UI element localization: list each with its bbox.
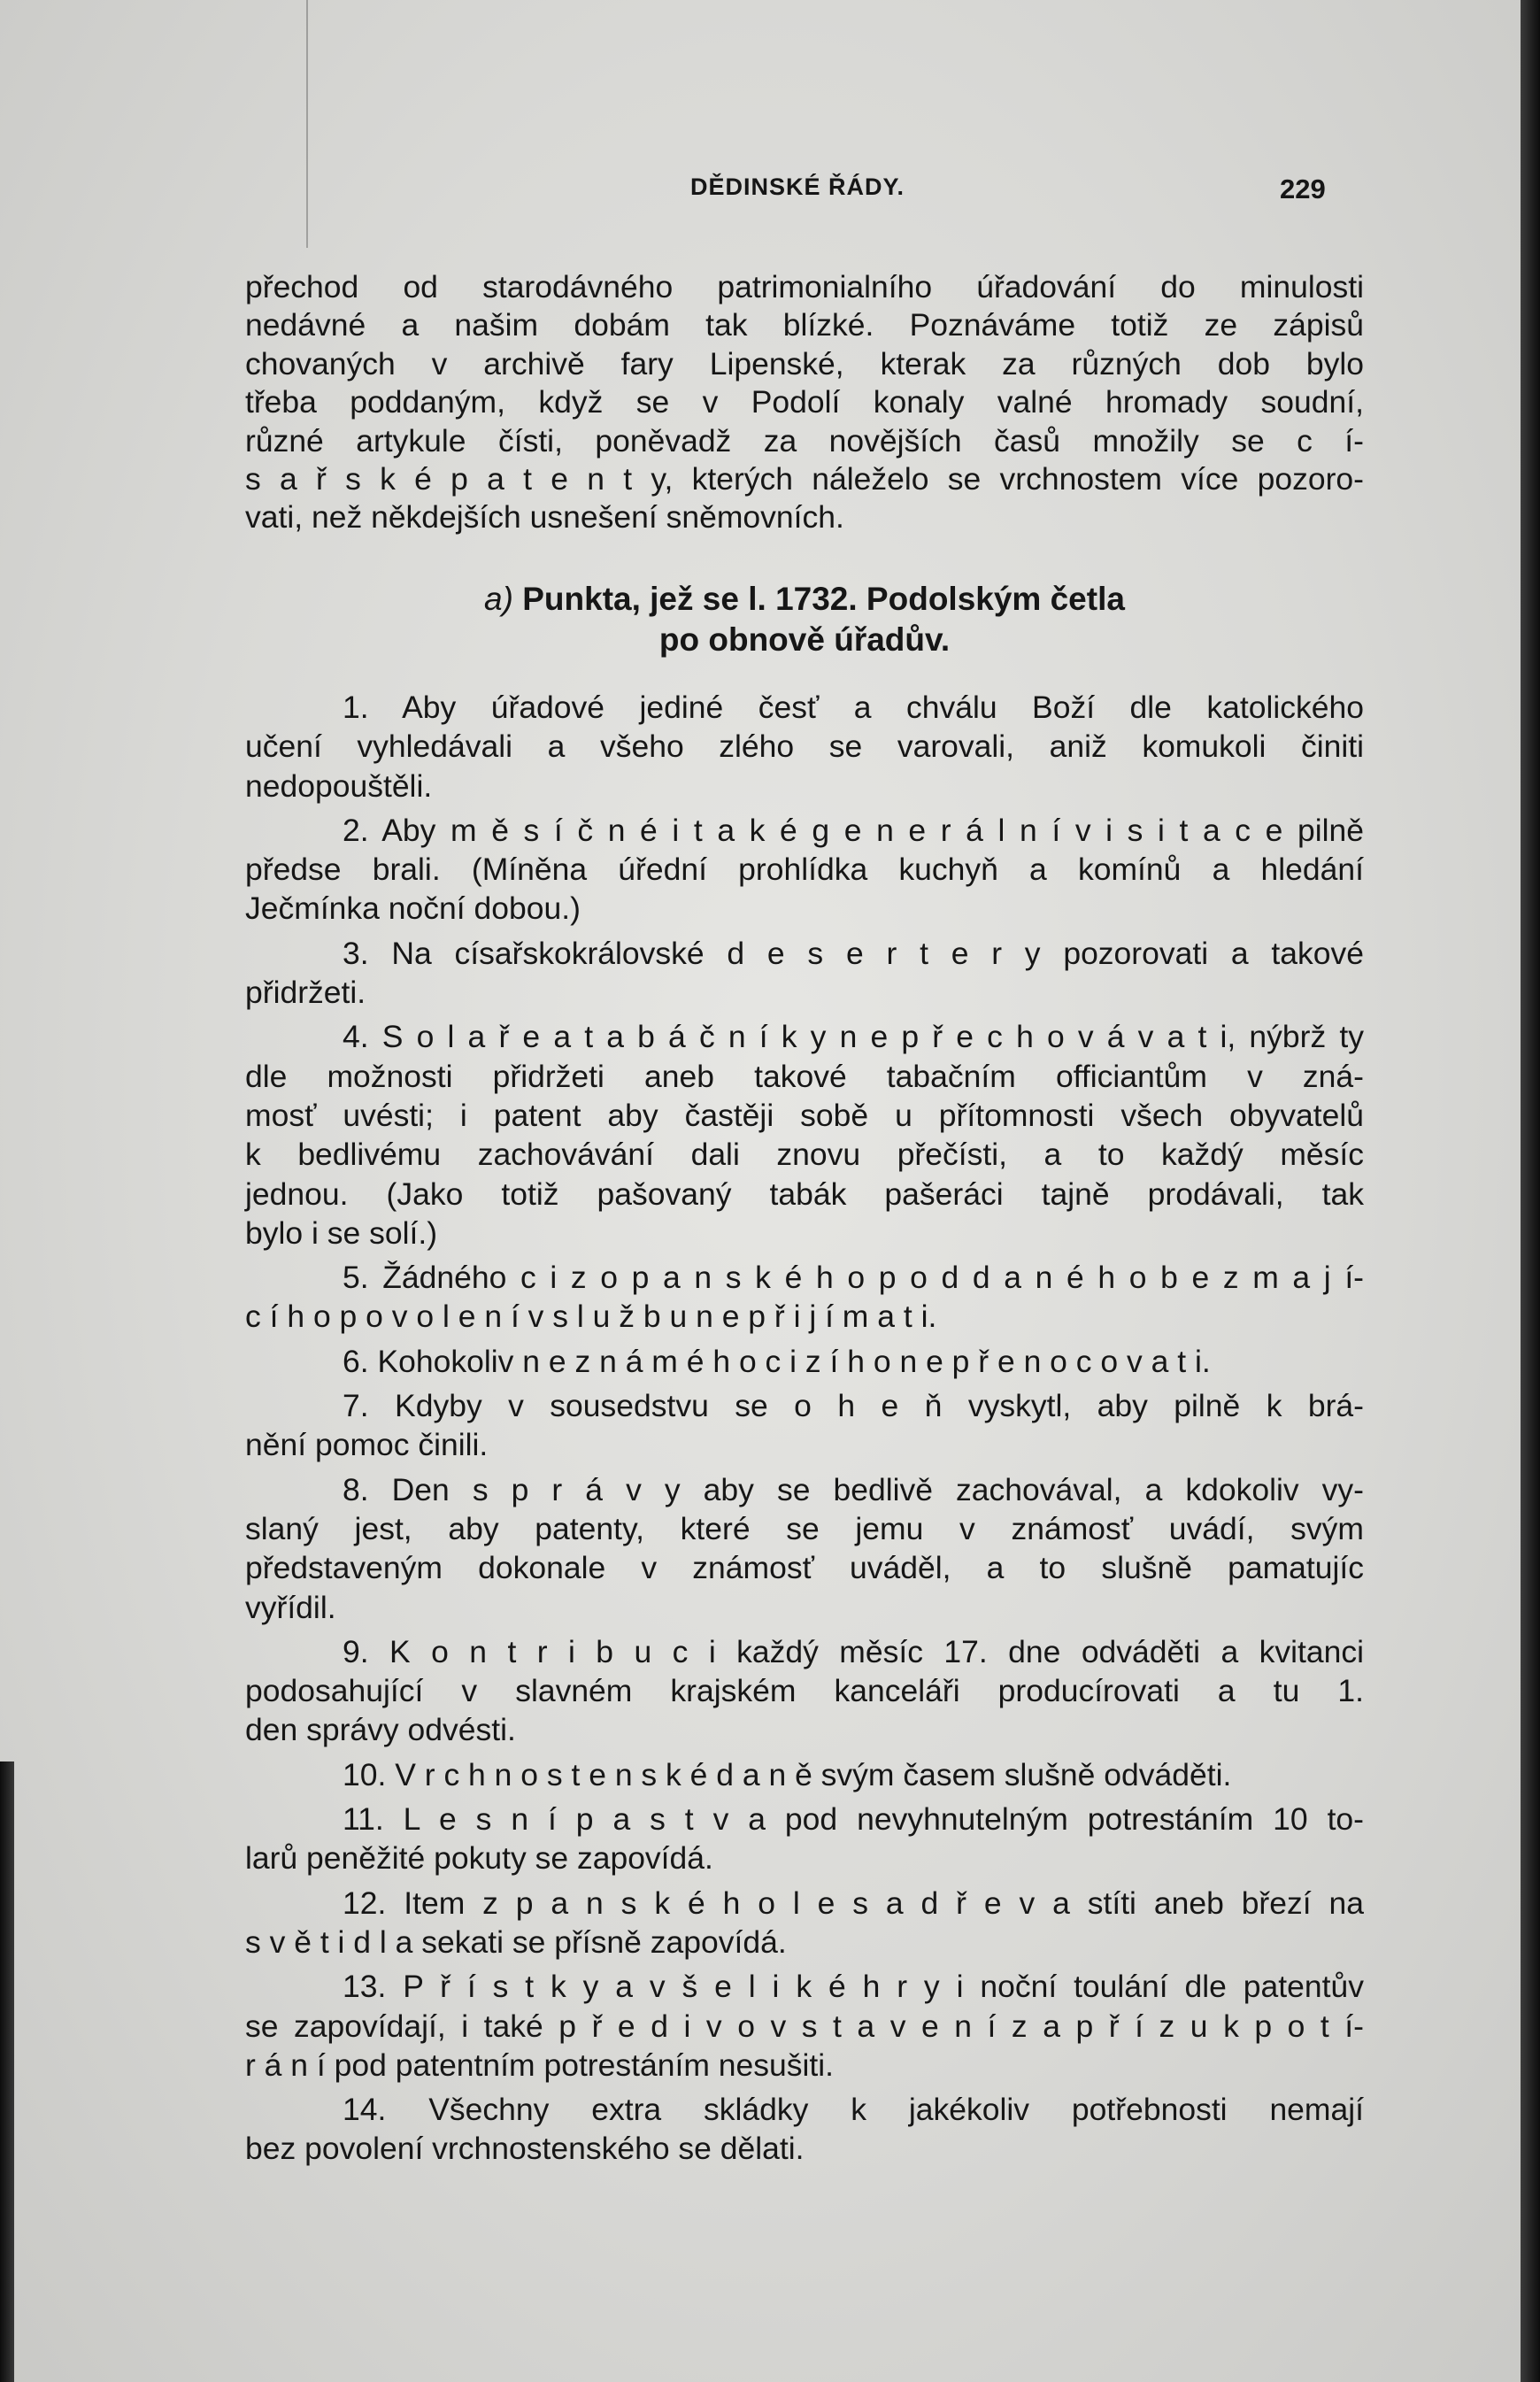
item-line: se zapovídají, i také p ř e d i v o v s t a v e n í z a p ř í z u k p o t í- <box>245 2008 1364 2044</box>
item-line: r á n í pod patentním potrestáním nesušiti. <box>245 2047 835 2083</box>
item-line: 9. K o n t r i b u c i každý měsíc 17. dne odváděti a kvitanci <box>343 1633 1364 1669</box>
item-line: učení vyhledávali a všeho zlého se varovali, aniž komukoli činiti <box>245 728 1364 765</box>
scan-margin-mark <box>306 0 308 248</box>
scan-edge-right <box>1521 0 1540 2382</box>
item-line: 4. S o l a ř e a t a b á č n í k y n e p ř e c h o v á v a t i, nýbrž ty <box>343 1019 1364 1055</box>
item-line: 7. Kdyby v sousedstvu se o h e ň vyskytl, aby pilně k brá- <box>343 1388 1364 1424</box>
item-line: 14. Všechny extra skládky k jakékoliv potřebnosti nemají <box>343 2092 1364 2128</box>
item-line: 10. V r c h n o s t e n s k é d a n ě svým časem slušně odváděti. <box>343 1756 1232 1792</box>
heading-line-2: po obnově úřadův. <box>658 621 951 658</box>
running-title: DĚDINSKÉ ŘÁDY. <box>690 173 905 200</box>
list-item <box>245 1386 1364 1465</box>
item-line: 11. L e s n í p a s t v a pod nevyhnutelným potrestáním 10 to- <box>343 1801 1364 1838</box>
item-line: jednou. (Jako totiž pašovaný tabák pašeráci tajně prodávali, tak <box>245 1176 1364 1212</box>
scan-edge-left <box>0 1761 14 2382</box>
list-item <box>245 1755 1364 1794</box>
item-line: Ječmínka noční dobou.) <box>245 890 581 927</box>
item-line: bez povolení vrchnostenského se dělati. <box>245 2131 805 2167</box>
heading-marker: a) <box>484 581 513 617</box>
heading-text-1: Punkta, jež se l. 1732. Podolským četla <box>522 581 1125 617</box>
item-line: podosahující v slavném krajském kanceláři producírovati a tu 1. <box>245 1673 1364 1709</box>
item-line: 12. Item z p a n s k é h o l e s a d ř e v a stíti aneb březí na <box>343 1885 1364 1921</box>
page-number: 229 <box>1280 173 1326 204</box>
item-line: 2. Aby m ě s í č n é i t a k é g e n e r á l n í v i s i t a c e pilně <box>343 812 1364 848</box>
text-line: nedávné a našim dobám tak blízké. Poznáváme totiž ze zápisů <box>245 307 1364 343</box>
item-line: mosť uvésti; i patent aby častěji sobě u přítomnosti všech obyvatelů <box>245 1097 1364 1133</box>
item-line: 3. Na císařskokrálovské d e s e r t e r y pozorovati a takové <box>343 935 1364 971</box>
item-line: vyřídil. <box>245 1589 336 1625</box>
item-line: nění pomoc činili. <box>245 1427 489 1463</box>
item-line: dle možnosti přidržeti aneb takové tabačním officiantům v zná- <box>245 1058 1364 1094</box>
list-item <box>245 1342 1364 1381</box>
item-line: c í h o p o v o l e n í v s l u ž b u n e p ř i j í m a t i. <box>245 1299 937 1335</box>
numbered-list <box>245 688 1364 2174</box>
heading-line-1 <box>245 579 1364 620</box>
item-line: představeným dokonale v známosť uváděl, a to slušně pamatujíc <box>245 1550 1364 1586</box>
text-line: různé artykule čísti, poněvadž za novějších časů množily se c í- <box>245 422 1364 459</box>
list-item <box>245 1017 1364 1253</box>
list-item <box>245 1258 1364 1337</box>
item-line: s v ě t i d l a sekati se přísně zapovídá. <box>245 1923 787 1960</box>
list-item <box>245 1800 1364 1878</box>
list-item <box>245 2090 1364 2169</box>
intro-paragraph <box>245 268 1364 537</box>
item-line: předse brali. (Míněna úřední prohlídka kuchyň a komínů a hledání <box>245 852 1364 888</box>
text-line: s a ř s k é p a t e n t y, kterých náleželo se vrchnostem více pozoro- <box>245 461 1364 497</box>
section-heading <box>245 579 1364 660</box>
list-item <box>245 688 1364 806</box>
item-line: přidržeti. <box>245 975 366 1011</box>
item-line: 5. Žádného c i z o p a n s k é h o p o d d a n é h o b e z m a j í- <box>343 1260 1364 1296</box>
list-item <box>245 1967 1364 2085</box>
item-line: 13. P ř í s t k y a v š e l i k é h r y i noční toulání dle patentův <box>343 1969 1364 2005</box>
item-line: 1. Aby úřadové jediné česť a chválu Boží dle katolického <box>343 690 1364 725</box>
list-item <box>245 811 1364 929</box>
item-line: bylo i se solí.) <box>245 1214 438 1251</box>
item-line: den správy odvésti. <box>245 1712 516 1748</box>
list-item <box>245 934 1364 1013</box>
list-item <box>245 1884 1364 1962</box>
page-header <box>0 173 1540 209</box>
item-line: 8. Den s p r á v y aby se bedlivě zachovával, a kdokoliv vy- <box>343 1471 1364 1507</box>
text-line: chovaných v archivě fary Lipenské, kterak za různých dob bylo <box>245 345 1364 382</box>
list-item <box>245 1632 1364 1750</box>
item-line: 6. Kohokoliv n e z n á m é h o c i z í h o n e p ř e n o c o v a t i. <box>343 1343 1211 1379</box>
item-line: k bedlivému zachovávání dali znovu přečísti, a to každý měsíc <box>245 1137 1364 1173</box>
item-line: larů peněžité pokuty se zapovídá. <box>245 1840 713 1877</box>
list-item <box>245 1470 1364 1627</box>
item-line: nedopouštěli. <box>245 767 433 804</box>
item-line: slaný jest, aby patenty, které se jemu v známosť uvádí, svým <box>245 1510 1364 1546</box>
text-line: třeba poddaným, když se v Podolí konaly valné hromady soudní, <box>245 384 1364 420</box>
text-line: vati, než někdejších usnešení sněmovních. <box>245 499 844 536</box>
text-line: přechod od starodávného patrimonialního úřadování do minulosti <box>245 269 1364 304</box>
